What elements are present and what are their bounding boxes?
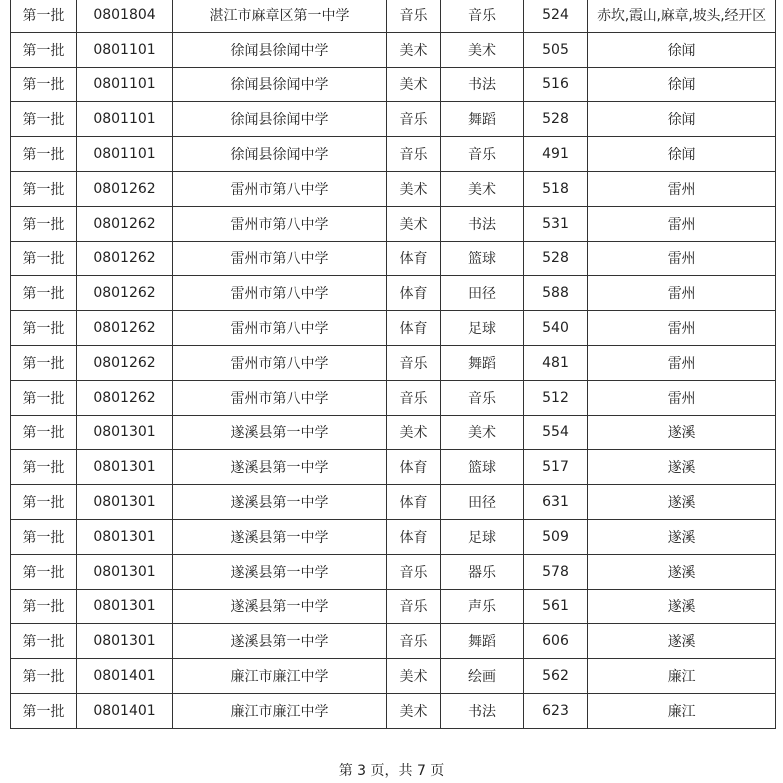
batch-cell: 第一批 bbox=[11, 380, 77, 415]
region-cell: 遂溪 bbox=[588, 415, 776, 450]
school-code-cell: 0801401 bbox=[77, 693, 173, 728]
school-code-cell: 0801262 bbox=[77, 345, 173, 380]
school-name-cell: 廉江市廉江中学 bbox=[173, 659, 387, 694]
school-code-cell: 0801262 bbox=[77, 171, 173, 206]
category-cell: 音乐 bbox=[387, 589, 441, 624]
specialty-cell: 绘画 bbox=[441, 659, 524, 694]
school-name-cell: 遂溪县第一中学 bbox=[173, 485, 387, 520]
region-cell: 赤坎,霞山,麻章,坡头,经开区 bbox=[588, 0, 776, 32]
table-row bbox=[11, 137, 776, 172]
region-cell: 廉江 bbox=[588, 693, 776, 728]
region-cell: 雷州 bbox=[588, 171, 776, 206]
score-cell: 588 bbox=[524, 276, 588, 311]
batch-cell: 第一批 bbox=[11, 693, 77, 728]
table-row bbox=[11, 171, 776, 206]
table-row bbox=[11, 659, 776, 694]
school-code-cell: 0801262 bbox=[77, 380, 173, 415]
specialty-cell: 田径 bbox=[441, 485, 524, 520]
region-cell: 徐闻 bbox=[588, 67, 776, 102]
school-code-cell: 0801101 bbox=[77, 32, 173, 67]
category-cell: 体育 bbox=[387, 450, 441, 485]
school-code-cell: 0801101 bbox=[77, 137, 173, 172]
score-cell: 518 bbox=[524, 171, 588, 206]
school-name-cell: 廉江市廉江中学 bbox=[173, 693, 387, 728]
page-number-footer: 第 3 页，共 7 页 bbox=[338, 763, 445, 779]
category-cell: 美术 bbox=[387, 171, 441, 206]
school-name-cell: 雷州市第八中学 bbox=[173, 171, 387, 206]
region-cell: 遂溪 bbox=[588, 624, 776, 659]
score-cell: 512 bbox=[524, 380, 588, 415]
score-cell: 505 bbox=[524, 32, 588, 67]
category-cell: 美术 bbox=[387, 415, 441, 450]
score-cell: 509 bbox=[524, 519, 588, 554]
table-row bbox=[11, 345, 776, 380]
table-row bbox=[11, 589, 776, 624]
specialty-cell: 田径 bbox=[441, 276, 524, 311]
category-cell: 音乐 bbox=[387, 624, 441, 659]
school-code-cell: 0801101 bbox=[77, 102, 173, 137]
batch-cell: 第一批 bbox=[11, 485, 77, 520]
school-code-cell: 0801262 bbox=[77, 206, 173, 241]
score-cell: 631 bbox=[524, 485, 588, 520]
school-name-cell: 徐闻县徐闻中学 bbox=[173, 102, 387, 137]
batch-cell: 第一批 bbox=[11, 311, 77, 346]
region-cell: 遂溪 bbox=[588, 589, 776, 624]
table-row bbox=[11, 102, 776, 137]
category-cell: 体育 bbox=[387, 311, 441, 346]
score-cell: 481 bbox=[524, 345, 588, 380]
batch-cell: 第一批 bbox=[11, 241, 77, 276]
specialty-cell: 足球 bbox=[441, 311, 524, 346]
region-cell: 遂溪 bbox=[588, 519, 776, 554]
region-cell: 雷州 bbox=[588, 241, 776, 276]
score-cell: 606 bbox=[524, 624, 588, 659]
school-code-cell: 0801301 bbox=[77, 519, 173, 554]
batch-cell: 第一批 bbox=[11, 67, 77, 102]
category-cell: 美术 bbox=[387, 206, 441, 241]
table-row bbox=[11, 693, 776, 728]
score-cell: 528 bbox=[524, 102, 588, 137]
score-cell: 562 bbox=[524, 659, 588, 694]
score-cell: 554 bbox=[524, 415, 588, 450]
school-name-cell: 雷州市第八中学 bbox=[173, 345, 387, 380]
region-cell: 徐闻 bbox=[588, 137, 776, 172]
table-row bbox=[11, 0, 776, 32]
category-cell: 体育 bbox=[387, 519, 441, 554]
region-cell: 雷州 bbox=[588, 206, 776, 241]
specialty-cell: 音乐 bbox=[441, 380, 524, 415]
specialty-cell: 声乐 bbox=[441, 589, 524, 624]
school-name-cell: 雷州市第八中学 bbox=[173, 380, 387, 415]
school-name-cell: 雷州市第八中学 bbox=[173, 311, 387, 346]
region-cell: 徐闻 bbox=[588, 32, 776, 67]
admission-score-table bbox=[10, 0, 776, 729]
region-cell: 雷州 bbox=[588, 345, 776, 380]
specialty-cell: 美术 bbox=[441, 32, 524, 67]
category-cell: 体育 bbox=[387, 485, 441, 520]
school-code-cell: 0801301 bbox=[77, 624, 173, 659]
table-body bbox=[11, 0, 776, 728]
school-code-cell: 0801401 bbox=[77, 659, 173, 694]
category-cell: 音乐 bbox=[387, 345, 441, 380]
school-name-cell: 遂溪县第一中学 bbox=[173, 589, 387, 624]
specialty-cell: 器乐 bbox=[441, 554, 524, 589]
region-cell: 徐闻 bbox=[588, 102, 776, 137]
category-cell: 音乐 bbox=[387, 0, 441, 32]
score-cell: 516 bbox=[524, 67, 588, 102]
school-code-cell: 0801301 bbox=[77, 589, 173, 624]
school-code-cell: 0801262 bbox=[77, 241, 173, 276]
table-row bbox=[11, 554, 776, 589]
school-name-cell: 雷州市第八中学 bbox=[173, 206, 387, 241]
table-row bbox=[11, 415, 776, 450]
batch-cell: 第一批 bbox=[11, 276, 77, 311]
specialty-cell: 音乐 bbox=[441, 137, 524, 172]
category-cell: 体育 bbox=[387, 276, 441, 311]
batch-cell: 第一批 bbox=[11, 32, 77, 67]
school-code-cell: 0801804 bbox=[77, 0, 173, 32]
specialty-cell: 舞蹈 bbox=[441, 624, 524, 659]
table-row bbox=[11, 624, 776, 659]
school-code-cell: 0801101 bbox=[77, 67, 173, 102]
table-row bbox=[11, 380, 776, 415]
score-cell: 561 bbox=[524, 589, 588, 624]
batch-cell: 第一批 bbox=[11, 589, 77, 624]
school-code-cell: 0801301 bbox=[77, 415, 173, 450]
school-code-cell: 0801301 bbox=[77, 485, 173, 520]
school-name-cell: 遂溪县第一中学 bbox=[173, 415, 387, 450]
table-row bbox=[11, 519, 776, 554]
batch-cell: 第一批 bbox=[11, 171, 77, 206]
region-cell: 廉江 bbox=[588, 659, 776, 694]
school-name-cell: 徐闻县徐闻中学 bbox=[173, 32, 387, 67]
score-cell: 491 bbox=[524, 137, 588, 172]
specialty-cell: 书法 bbox=[441, 693, 524, 728]
specialty-cell: 舞蹈 bbox=[441, 102, 524, 137]
specialty-cell: 足球 bbox=[441, 519, 524, 554]
score-cell: 528 bbox=[524, 241, 588, 276]
region-cell: 遂溪 bbox=[588, 485, 776, 520]
score-cell: 524 bbox=[524, 0, 588, 32]
category-cell: 音乐 bbox=[387, 554, 441, 589]
batch-cell: 第一批 bbox=[11, 0, 77, 32]
batch-cell: 第一批 bbox=[11, 102, 77, 137]
table-row bbox=[11, 206, 776, 241]
specialty-cell: 书法 bbox=[441, 67, 524, 102]
school-name-cell: 遂溪县第一中学 bbox=[173, 450, 387, 485]
category-cell: 美术 bbox=[387, 67, 441, 102]
table-row bbox=[11, 485, 776, 520]
specialty-cell: 舞蹈 bbox=[441, 345, 524, 380]
category-cell: 音乐 bbox=[387, 380, 441, 415]
school-code-cell: 0801301 bbox=[77, 554, 173, 589]
score-cell: 540 bbox=[524, 311, 588, 346]
batch-cell: 第一批 bbox=[11, 624, 77, 659]
region-cell: 遂溪 bbox=[588, 450, 776, 485]
category-cell: 美术 bbox=[387, 32, 441, 67]
category-cell: 美术 bbox=[387, 693, 441, 728]
region-cell: 遂溪 bbox=[588, 554, 776, 589]
school-name-cell: 徐闻县徐闻中学 bbox=[173, 137, 387, 172]
school-name-cell: 雷州市第八中学 bbox=[173, 276, 387, 311]
table-row bbox=[11, 32, 776, 67]
score-cell: 623 bbox=[524, 693, 588, 728]
region-cell: 雷州 bbox=[588, 380, 776, 415]
table-row bbox=[11, 241, 776, 276]
specialty-cell: 篮球 bbox=[441, 450, 524, 485]
table-row bbox=[11, 276, 776, 311]
school-name-cell: 遂溪县第一中学 bbox=[173, 624, 387, 659]
school-name-cell: 徐闻县徐闻中学 bbox=[173, 67, 387, 102]
table-row bbox=[11, 67, 776, 102]
category-cell: 音乐 bbox=[387, 102, 441, 137]
category-cell: 体育 bbox=[387, 241, 441, 276]
specialty-cell: 音乐 bbox=[441, 0, 524, 32]
school-code-cell: 0801262 bbox=[77, 311, 173, 346]
school-name-cell: 遂溪县第一中学 bbox=[173, 519, 387, 554]
school-name-cell: 雷州市第八中学 bbox=[173, 241, 387, 276]
school-name-cell: 湛江市麻章区第一中学 bbox=[173, 0, 387, 32]
specialty-cell: 篮球 bbox=[441, 241, 524, 276]
batch-cell: 第一批 bbox=[11, 345, 77, 380]
category-cell: 美术 bbox=[387, 659, 441, 694]
table-row bbox=[11, 311, 776, 346]
table-row bbox=[11, 450, 776, 485]
specialty-cell: 美术 bbox=[441, 415, 524, 450]
batch-cell: 第一批 bbox=[11, 137, 77, 172]
batch-cell: 第一批 bbox=[11, 450, 77, 485]
score-cell: 531 bbox=[524, 206, 588, 241]
region-cell: 雷州 bbox=[588, 276, 776, 311]
specialty-cell: 书法 bbox=[441, 206, 524, 241]
score-cell: 578 bbox=[524, 554, 588, 589]
specialty-cell: 美术 bbox=[441, 171, 524, 206]
batch-cell: 第一批 bbox=[11, 206, 77, 241]
batch-cell: 第一批 bbox=[11, 519, 77, 554]
school-code-cell: 0801301 bbox=[77, 450, 173, 485]
score-cell: 517 bbox=[524, 450, 588, 485]
batch-cell: 第一批 bbox=[11, 415, 77, 450]
batch-cell: 第一批 bbox=[11, 554, 77, 589]
school-name-cell: 遂溪县第一中学 bbox=[173, 554, 387, 589]
school-code-cell: 0801262 bbox=[77, 276, 173, 311]
batch-cell: 第一批 bbox=[11, 659, 77, 694]
region-cell: 雷州 bbox=[588, 311, 776, 346]
category-cell: 音乐 bbox=[387, 137, 441, 172]
